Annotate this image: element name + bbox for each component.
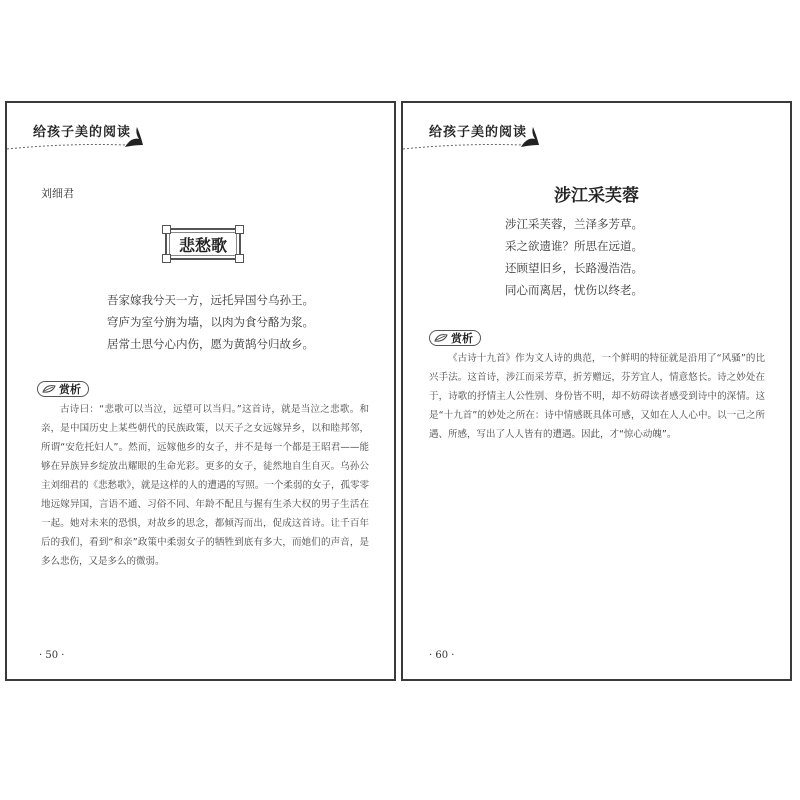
analysis-text (41, 400, 369, 571)
series-title: 给孩子美的阅读 (429, 125, 528, 140)
poem-line: 居常土思兮心内伤，愿为黄鹄兮归故乡。 (107, 337, 314, 351)
author-name: 刘细君 (41, 187, 74, 200)
poem-title-frame (165, 228, 241, 260)
analysis-text (429, 349, 765, 444)
poem-line: 同心而离居，忧伤以终老。 (505, 283, 643, 297)
page-number: · 60 · (429, 650, 455, 661)
poem-line: 涉江采芙蓉，兰泽多芳草。 (505, 217, 643, 231)
appreciation-label-text: 赏析 (451, 332, 473, 345)
poem-title: 涉江采芙蓉 (554, 186, 639, 206)
appreciation-label-text: 赏析 (59, 383, 81, 396)
poem-line: 穹庐为室兮旃为墙，以肉为食兮酪为浆。 (107, 315, 314, 329)
analysis-paragraph: 《古诗十九首》作为文人诗的典范，一个鲜明的特征就是沿用了“风骚”的比兴手法。这首诗，涉江而采芳草，折芳赠远，芬芳宜人，情意悠长。诗之妙处在于，诗歌的抒情主人公性别、身份皆不明，却不妨碍读者感受到诗中的深情。这是“十九首”的妙处之所在：诗中情感既具体可感，又如在人人心中。以一己之所遇、所感，写出了人人皆有的遭遇。因此，才“惊心动魄”。 (429, 353, 765, 440)
poem-line: 采之欲遗谁？所思在远道。 (505, 239, 643, 253)
page-number: · 50 · (39, 650, 65, 661)
left-page (5, 101, 396, 681)
appreciation-label (37, 381, 89, 397)
appreciation-label (429, 330, 481, 346)
leaf-icon (42, 384, 56, 394)
poem-body (505, 213, 643, 301)
poem-title: 悲愁歌 (178, 235, 227, 255)
poem-line: 吾家嫁我兮天一方，远托异国兮乌孙王。 (107, 293, 314, 307)
series-title: 给孩子美的阅读 (33, 125, 132, 140)
leaf-icon (434, 333, 448, 343)
right-page (401, 101, 792, 681)
poem-line: 还顾望旧乡，长路漫浩浩。 (505, 261, 643, 275)
poem-body (107, 289, 314, 355)
analysis-paragraph: 古诗曰：“悲歌可以当泣，远望可以当归。”这首诗，就是当泣之悲歌。和亲，是中国历史上某些朝代的民族政策，以天子之女远嫁异乡，以和睦邦邻，所谓“安危托妇人”。然而，远嫁他乡的女子，并不是每一个都是王昭君——能够在异族异乡绽放出耀眼的生命光彩。更多的女子，徒然地自生自灭。乌孙公主刘细君的《悲愁歌》，就是这样的人的遭遇的写照。一个柔弱的女子，孤零零地远嫁异国，言语不通、习俗不同、年龄不配且与握有生杀大权的男子生活在一起。她对未来的恐惧，对故乡的思念，都倾泻而出，促成这首诗。让千百年后的我们，看到“和亲”政策中柔弱女子的牺牲到底有多大，而她们的声音，是多么悲伤，又是多么的微弱。 (41, 404, 369, 567)
